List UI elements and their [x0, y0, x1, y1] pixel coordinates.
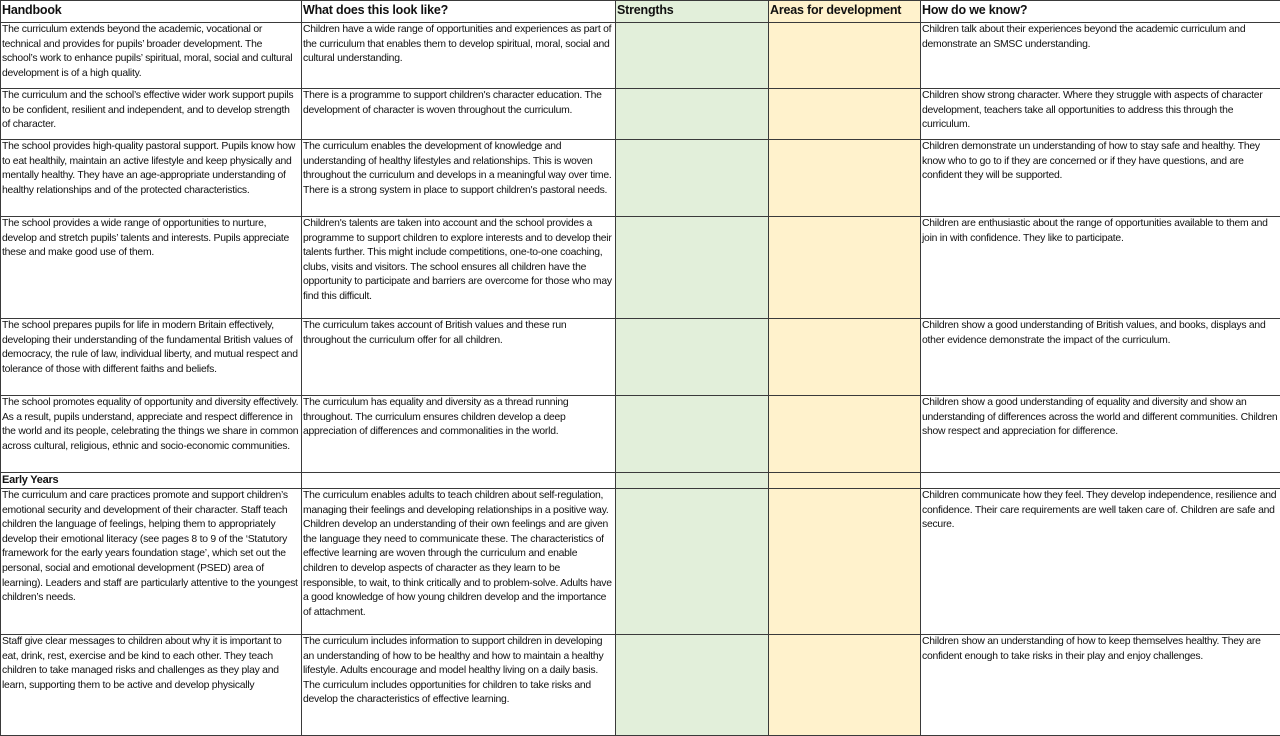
- strengths-cell[interactable]: [616, 89, 769, 140]
- early-years-rows: [1, 489, 1280, 736]
- look-like-cell: The curriculum enables adults to teach children about self-regulation, managing their feelings and developing relationships in a positive way. Children develop an understanding of their own feelings and are given the language they need to communicate these. The characteristics of effective learning are woven through the curriculum and enable children to develop aspects of character as they learn to be responsible, to wait, to think critically and to problem-solve. Adults have a good knowledge of how young children develop and the importance of attachment.: [302, 489, 616, 635]
- look-like-cell: The curriculum enables the development of knowledge and understanding of healthy lifestyles and relationships. This is woven throughout the curriculum and develops in a meaningful way over time. There is a strong system in place to support children's pastoral needs.: [302, 140, 616, 217]
- handbook-cell: The school provides high-quality pastoral support. Pupils know how to eat healthily, maintain an active lifestyle and keep physically and mentally healthy. They have an age-appropriate understanding of healthy relationships and of the protected characteristics.: [1, 140, 302, 217]
- table-row: [1, 23, 1280, 89]
- areas-cell[interactable]: [769, 396, 921, 473]
- look-like-cell: Children have a wide range of opportunities and experiences as part of the curriculum that enables them to develop spiritual, moral, social and cultural understanding.: [302, 23, 616, 89]
- look-like-cell: The curriculum takes account of British values and these run throughout the curriculum offer for all children.: [302, 319, 616, 396]
- how-know-cell: Children demonstrate un understanding of how to stay safe and healthy. They know who to go to if they are concerned or if they have questions, and are confident they will be supported.: [921, 140, 1280, 217]
- handbook-cell: Staff give clear messages to children about why it is important to eat, drink, rest, exercise and be kind to each other. They teach children to take managed risks and challenges as they play and learn, supporting them to be active and develop physically: [1, 635, 302, 736]
- table-row: [1, 396, 1280, 473]
- strengths-cell[interactable]: [616, 635, 769, 736]
- look-like-cell: Children's talents are taken into account and the school provides a programme to support children to explore interests and to develop their talents further. This might include competitions, one-to-one coaching, clubs, visits and visitors. The school ensures all children have the opportunity to participate and barriers are overcome for those who may find this difficult.: [302, 217, 616, 319]
- areas-cell[interactable]: [769, 140, 921, 217]
- how-know-cell: Children show strong character. Where they struggle with aspects of character development, teachers take all opportunities to address this through the curriculum.: [921, 89, 1280, 140]
- header-handbook: Handbook: [1, 1, 302, 23]
- handbook-cell: The school promotes equality of opportunity and diversity effectively. As a result, pupils understand, appreciate and respect difference in the world and its people, celebrating the things we share in common across cultural, religious, ethnic and socio-economic communities.: [1, 396, 302, 473]
- header-areas: Areas for development: [769, 1, 921, 23]
- strengths-cell[interactable]: [616, 217, 769, 319]
- handbook-cell: The curriculum and the school’s effective wider work support pupils to be confident, resilient and independent, and to develop strength of character.: [1, 89, 302, 140]
- how-know-cell: Children communicate how they feel. They develop independence, resilience and confidence. Their care requirements are well taken care of. Children are safe and secure.: [921, 489, 1280, 635]
- areas-cell[interactable]: [769, 319, 921, 396]
- header-row: [1, 1, 1280, 23]
- main-rows: [1, 23, 1280, 473]
- table-row: [1, 217, 1280, 319]
- areas-cell[interactable]: [769, 23, 921, 89]
- strengths-cell[interactable]: [616, 489, 769, 635]
- how-know-cell: Children are enthusiastic about the range of opportunities available to them and join in with confidence. They like to participate.: [921, 217, 1280, 319]
- how-know-cell: Children show an understanding of how to keep themselves healthy. They are confident enough to take risks in their play and enjoy challenges.: [921, 635, 1280, 736]
- areas-cell[interactable]: [769, 217, 921, 319]
- look-like-cell: The curriculum includes information to support children in developing an understanding of how to be healthy and how to maintain a healthy lifestyle. Adults encourage and model healthy living on a daily basis. The curriculum includes opportunities for children to take risks and develop the characteristics of effective learning.: [302, 635, 616, 736]
- section-title: Early Years: [1, 473, 302, 489]
- look-like-cell: There is a programme to support children's character education. The development of character is woven throughout the curriculum.: [302, 89, 616, 140]
- handbook-cell: The curriculum and care practices promote and support children’s emotional security and development of their character. Staff teach children the language of feelings, helping them to appropriately develop their emotional literacy (see pages 8 to 9 of the ‘Statutory framework for the early years foundation stage’, which set out the personal, social and emotional development (PSED) area of learning). Leaders and staff are particularly attentive to the youngest children’s needs.: [1, 489, 302, 635]
- areas-cell[interactable]: [769, 489, 921, 635]
- areas-cell[interactable]: [769, 635, 921, 736]
- handbook-cell: The school prepares pupils for life in modern Britain effectively, developing their understanding of the fundamental British values of democracy, the rule of law, individual liberty, and mutual respect and tolerance of those with different faiths and beliefs.: [1, 319, 302, 396]
- table-row: [1, 489, 1280, 635]
- look-like-cell: The curriculum has equality and diversity as a thread running throughout. The curriculum ensures children develop a deep appreciation of differences and commonalities in the world.: [302, 396, 616, 473]
- areas-cell[interactable]: [769, 89, 921, 140]
- header-how-know: How do we know?: [921, 1, 1280, 23]
- section-row-early-years: [1, 473, 1280, 489]
- section-areas-cell[interactable]: [769, 473, 921, 489]
- section-empty: [302, 473, 616, 489]
- section-strengths-cell[interactable]: [616, 473, 769, 489]
- how-know-cell: Children show a good understanding of equality and diversity and show an understanding of differences across the world and different communities. Children show respect and appreciation for difference.: [921, 396, 1280, 473]
- header-strengths: Strengths: [616, 1, 769, 23]
- strengths-cell[interactable]: [616, 140, 769, 217]
- strengths-cell[interactable]: [616, 319, 769, 396]
- table-row: [1, 319, 1280, 396]
- handbook-cell: The curriculum extends beyond the academic, vocational or technical and provides for pupils’ broader development. The school’s work to enhance pupils’ spiritual, moral, social and cultural development is of a high quality.: [1, 23, 302, 89]
- header-look-like: What does this look like?: [302, 1, 616, 23]
- section-empty-how: [921, 473, 1280, 489]
- how-know-cell: Children show a good understanding of British values, and books, displays and other evidence demonstrate the impact of the curriculum.: [921, 319, 1280, 396]
- strengths-cell[interactable]: [616, 23, 769, 89]
- strengths-cell[interactable]: [616, 396, 769, 473]
- handbook-cell: The school provides a wide range of opportunities to nurture, develop and stretch pupils’ talents and interests. Pupils appreciate these and make good use of them.: [1, 217, 302, 319]
- table-row: [1, 140, 1280, 217]
- how-know-cell: Children talk about their experiences beyond the academic curriculum and demonstrate an SMSC understanding.: [921, 23, 1280, 89]
- table-row: [1, 635, 1280, 736]
- table-row: [1, 89, 1280, 140]
